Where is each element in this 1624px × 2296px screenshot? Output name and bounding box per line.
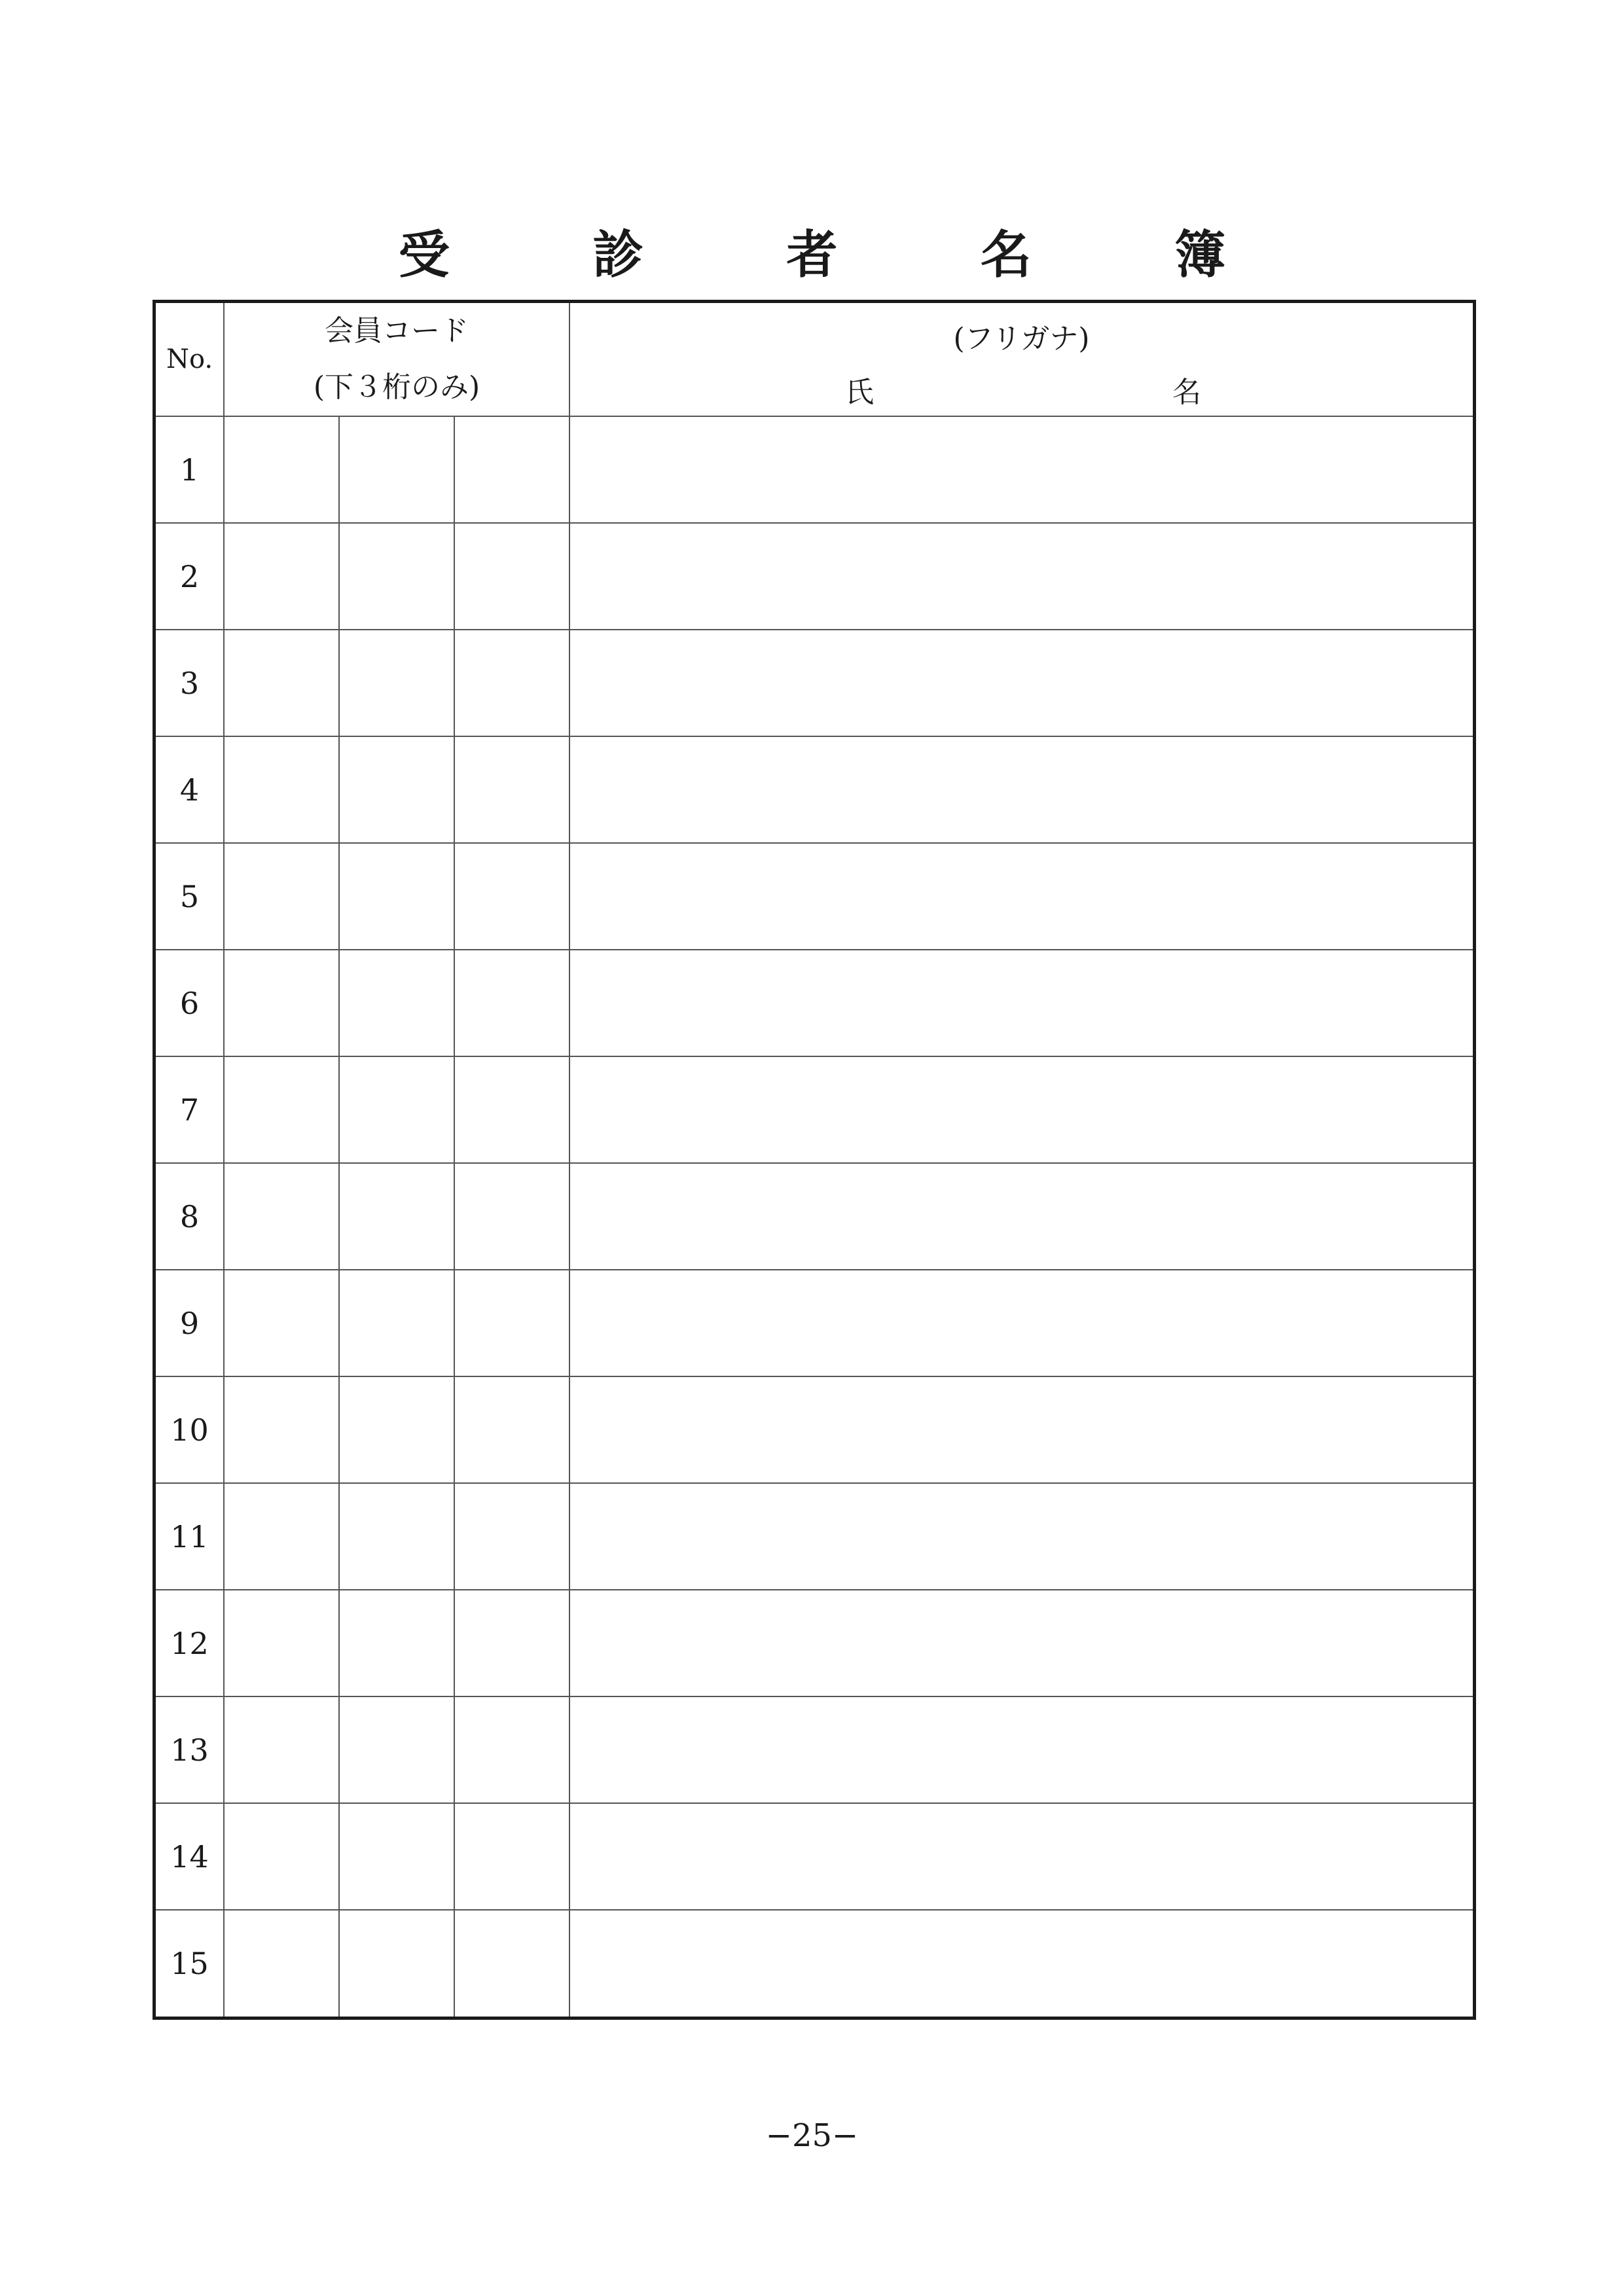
member-code-digit-1-field[interactable] (224, 523, 339, 630)
row-number: 2 (156, 523, 224, 630)
name-field[interactable] (569, 1056, 1473, 1163)
header-row (156, 303, 1473, 416)
name-field[interactable] (569, 950, 1473, 1056)
name-field[interactable] (569, 1803, 1473, 1910)
member-code-digit-2-field[interactable] (339, 1696, 454, 1803)
roster-row (156, 843, 1473, 950)
member-code-digit-1-field[interactable] (224, 1056, 339, 1163)
name-field[interactable] (569, 736, 1473, 843)
member-code-digit-3-field[interactable] (454, 843, 569, 950)
row-number: 13 (156, 1696, 224, 1803)
name-field[interactable] (569, 1910, 1473, 2017)
member-code-digit-3-field[interactable] (454, 1803, 569, 1910)
row-number: 14 (156, 1803, 224, 1910)
member-code-digit-2-field[interactable] (339, 1910, 454, 2017)
roster-row (156, 630, 1473, 736)
member-code-digit-2-field[interactable] (339, 843, 454, 950)
row-number: 1 (156, 416, 224, 523)
member-code-digit-3-field[interactable] (454, 736, 569, 843)
member-code-digit-2-field[interactable] (339, 523, 454, 630)
row-number: 10 (156, 1376, 224, 1483)
member-code-header (224, 303, 569, 416)
row-number: 7 (156, 1056, 224, 1163)
roster-row (156, 950, 1473, 1056)
roster-row (156, 1270, 1473, 1376)
member-code-digit-3-field[interactable] (454, 950, 569, 1056)
member-code-digit-2-field[interactable] (339, 1056, 454, 1163)
member-code-digit-3-field[interactable] (454, 630, 569, 736)
member-code-digit-1-field[interactable] (224, 1590, 339, 1696)
member-code-digit-1-field[interactable] (224, 950, 339, 1056)
member-code-digit-1-field[interactable] (224, 1696, 339, 1803)
member-code-digit-2-field[interactable] (339, 1483, 454, 1590)
roster-row (156, 416, 1473, 523)
roster-row (156, 1590, 1473, 1696)
member-code-digit-1-field[interactable] (224, 1910, 339, 2017)
given-name-label: 名 (1172, 376, 1202, 409)
member-code-digit-1-field[interactable] (224, 736, 339, 843)
page-number: −25− (765, 2117, 859, 2154)
member-code-digit-1-field[interactable] (224, 1483, 339, 1590)
name-field[interactable] (569, 843, 1473, 950)
roster-row (156, 1910, 1473, 2017)
member-code-digit-3-field[interactable] (454, 1483, 569, 1590)
roster-row (156, 1483, 1473, 1590)
member-code-digit-3-field[interactable] (454, 1696, 569, 1803)
member-code-label: 会員コード (325, 314, 469, 348)
member-code-digit-2-field[interactable] (339, 416, 454, 523)
member-code-digit-3-field[interactable] (454, 1910, 569, 2017)
name-field[interactable] (569, 1163, 1473, 1270)
roster-row (156, 1056, 1473, 1163)
member-code-digit-2-field[interactable] (339, 1590, 454, 1696)
page-title: 受 診 者 名 簿 (398, 225, 1272, 285)
member-code-digit-2-field[interactable] (339, 1270, 454, 1376)
row-number: 11 (156, 1483, 224, 1590)
name-header (569, 303, 1473, 416)
roster-row (156, 1803, 1473, 1910)
row-number: 6 (156, 950, 224, 1056)
member-code-digit-2-field[interactable] (339, 950, 454, 1056)
member-code-digit-1-field[interactable] (224, 1376, 339, 1483)
member-code-digit-3-field[interactable] (454, 1056, 569, 1163)
name-field[interactable] (569, 1590, 1473, 1696)
row-number: 15 (156, 1910, 224, 2017)
furigana-label: (フリガナ) (953, 322, 1090, 355)
name-field[interactable] (569, 416, 1473, 523)
row-number: 8 (156, 1163, 224, 1270)
no-header: No. (156, 303, 224, 416)
row-number: 5 (156, 843, 224, 950)
member-code-digit-3-field[interactable] (454, 1376, 569, 1483)
row-number: 12 (156, 1590, 224, 1696)
roster-row (156, 1163, 1473, 1270)
roster-table (156, 303, 1473, 2017)
member-code-digit-1-field[interactable] (224, 416, 339, 523)
name-field[interactable] (569, 1376, 1473, 1483)
member-code-digit-2-field[interactable] (339, 1376, 454, 1483)
member-code-digit-1-field[interactable] (224, 843, 339, 950)
member-code-digit-2-field[interactable] (339, 736, 454, 843)
surname-label: 氏 (845, 376, 875, 409)
roster-row (156, 1376, 1473, 1483)
member-code-digit-3-field[interactable] (454, 1590, 569, 1696)
member-code-digit-2-field[interactable] (339, 1803, 454, 1910)
name-field[interactable] (569, 1696, 1473, 1803)
roster-row (156, 736, 1473, 843)
row-number: 9 (156, 1270, 224, 1376)
member-code-digit-2-field[interactable] (339, 630, 454, 736)
row-number: 4 (156, 736, 224, 843)
name-field[interactable] (569, 1270, 1473, 1376)
name-field[interactable] (569, 630, 1473, 736)
roster-row (156, 1696, 1473, 1803)
name-field[interactable] (569, 523, 1473, 630)
roster-table-frame (153, 300, 1476, 2020)
member-code-digit-3-field[interactable] (454, 1163, 569, 1270)
member-code-digit-1-field[interactable] (224, 630, 339, 736)
row-number: 3 (156, 630, 224, 736)
member-code-digit-2-field[interactable] (339, 1163, 454, 1270)
member-code-note: (下３桁のみ) (313, 370, 480, 404)
member-code-digit-1-field[interactable] (224, 1803, 339, 1910)
name-field[interactable] (569, 1483, 1473, 1590)
roster-row (156, 523, 1473, 630)
member-code-digit-1-field[interactable] (224, 1163, 339, 1270)
member-code-digit-3-field[interactable] (454, 1270, 569, 1376)
member-code-digit-3-field[interactable] (454, 416, 569, 523)
member-code-digit-3-field[interactable] (454, 523, 569, 630)
member-code-digit-1-field[interactable] (224, 1270, 339, 1376)
